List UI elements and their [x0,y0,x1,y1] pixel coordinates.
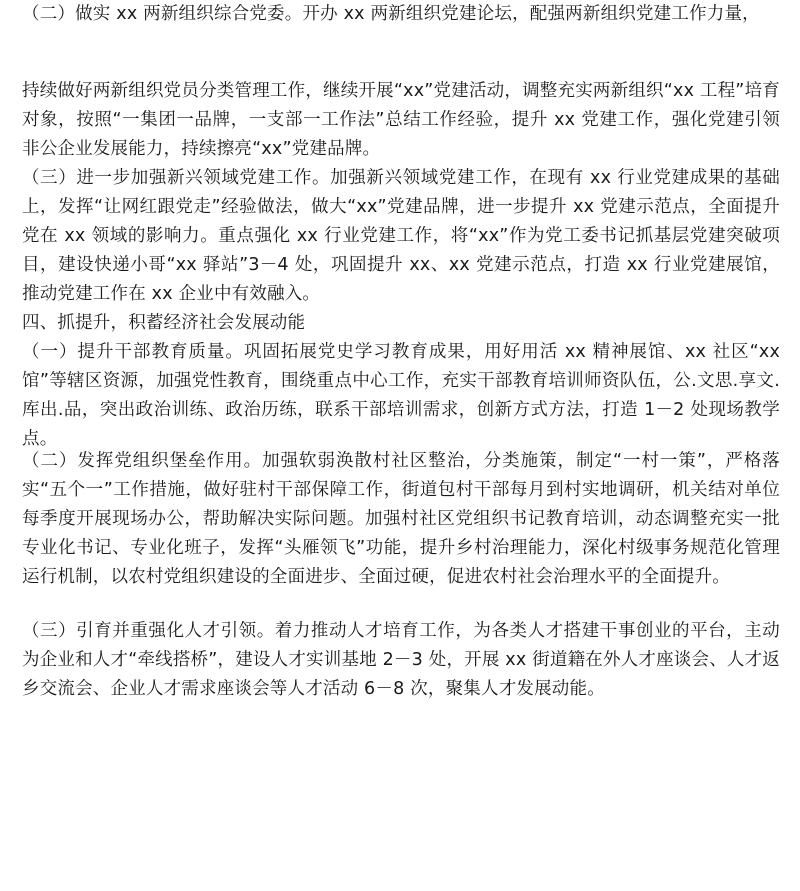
paragraph-two-new-orgs: （二）做实 xx 两新组织综合党委。开办 xx 两新组织党建论坛，配强两新组织党建工作力量， [22,4,760,24]
paragraph-emerging-fields: （三）进一步加强新兴领域党建工作。加强新兴领域党建工作，在现有 xx 行业党建成果的基础上，发挥“让网红跟党走”经验做法，做大“xx”党建品牌，进一步提升 xx 党建示范点，全面提升党在 xx 领域的影响力。重点强化 xx 行业党建工作，将“xx”作为党工委书记抓基层党建突破项目，建设快递小哥“xx 驿站”3－4 处，巩固提升 xx、xx 党建示范点，打造 xx 行业党建展馆，推动党建工作在 xx 企业中有效融入。 [22,168,780,304]
section-heading-four: 四、抓提升，积蓄经济社会发展动能 [22,313,306,333]
paragraph-two-new-orgs-continued: 持续做好两新组织党员分类管理工作，继续开展“xx”党建活动，调整充实两新组织“xx 工程”培育对象，按照“一集团一品牌，一支部一工作法”总结工作经验，提升 xx 党建工作，强化党建引领非公企业发展能力，持续擦亮“xx”党建品牌。 [22,81,780,159]
paragraph-party-fortress: （二）发挥党组织堡垒作用。加强软弱涣散村社区整治，分类施策，制定“一村一策”，严格落实“五个一”工作措施，做好驻村干部保障工作，街道包村干部每月到村实地调研，机关结对单位每季度开展现场办公，帮助解决实际问题。加强村社区党组织书记教育培训，动态调整充实一批专业化书记、专业化班子，发挥“头雁领飞”功能，提升乡村治理能力，深化村级事务规范化管理运行机制，以农村党组织建设的全面进步、全面过硬，促进农村社会治理水平的全面提升。 [22,451,780,587]
paragraph-talent: （三）引育并重强化人才引领。着力推动人才培育工作，为各类人才搭建干事创业的平台，主动为企业和人才“牵线搭桥”，建设人才实训基地 2－3 处，开展 xx 街道籍在外人才座谈会、人才返乡交流会、企业人才需求座谈会等人才活动 6－8 次，聚集人才发展动能。 [22,621,780,699]
paragraph-cadre-education: （一）提升干部教育质量。巩固拓展党史学习教育成果，用好用活 xx 精神展馆、xx 社区“xx馆”等辖区资源，加强党性教育，围绕重点中心工作，充实干部教育培训师资队伍，公.文思.享文.库出.品，突出政治训练、政治历练，联系干部培训需求，创新方式方法，打造 1－2 处现场教学点。 [22,342,780,449]
